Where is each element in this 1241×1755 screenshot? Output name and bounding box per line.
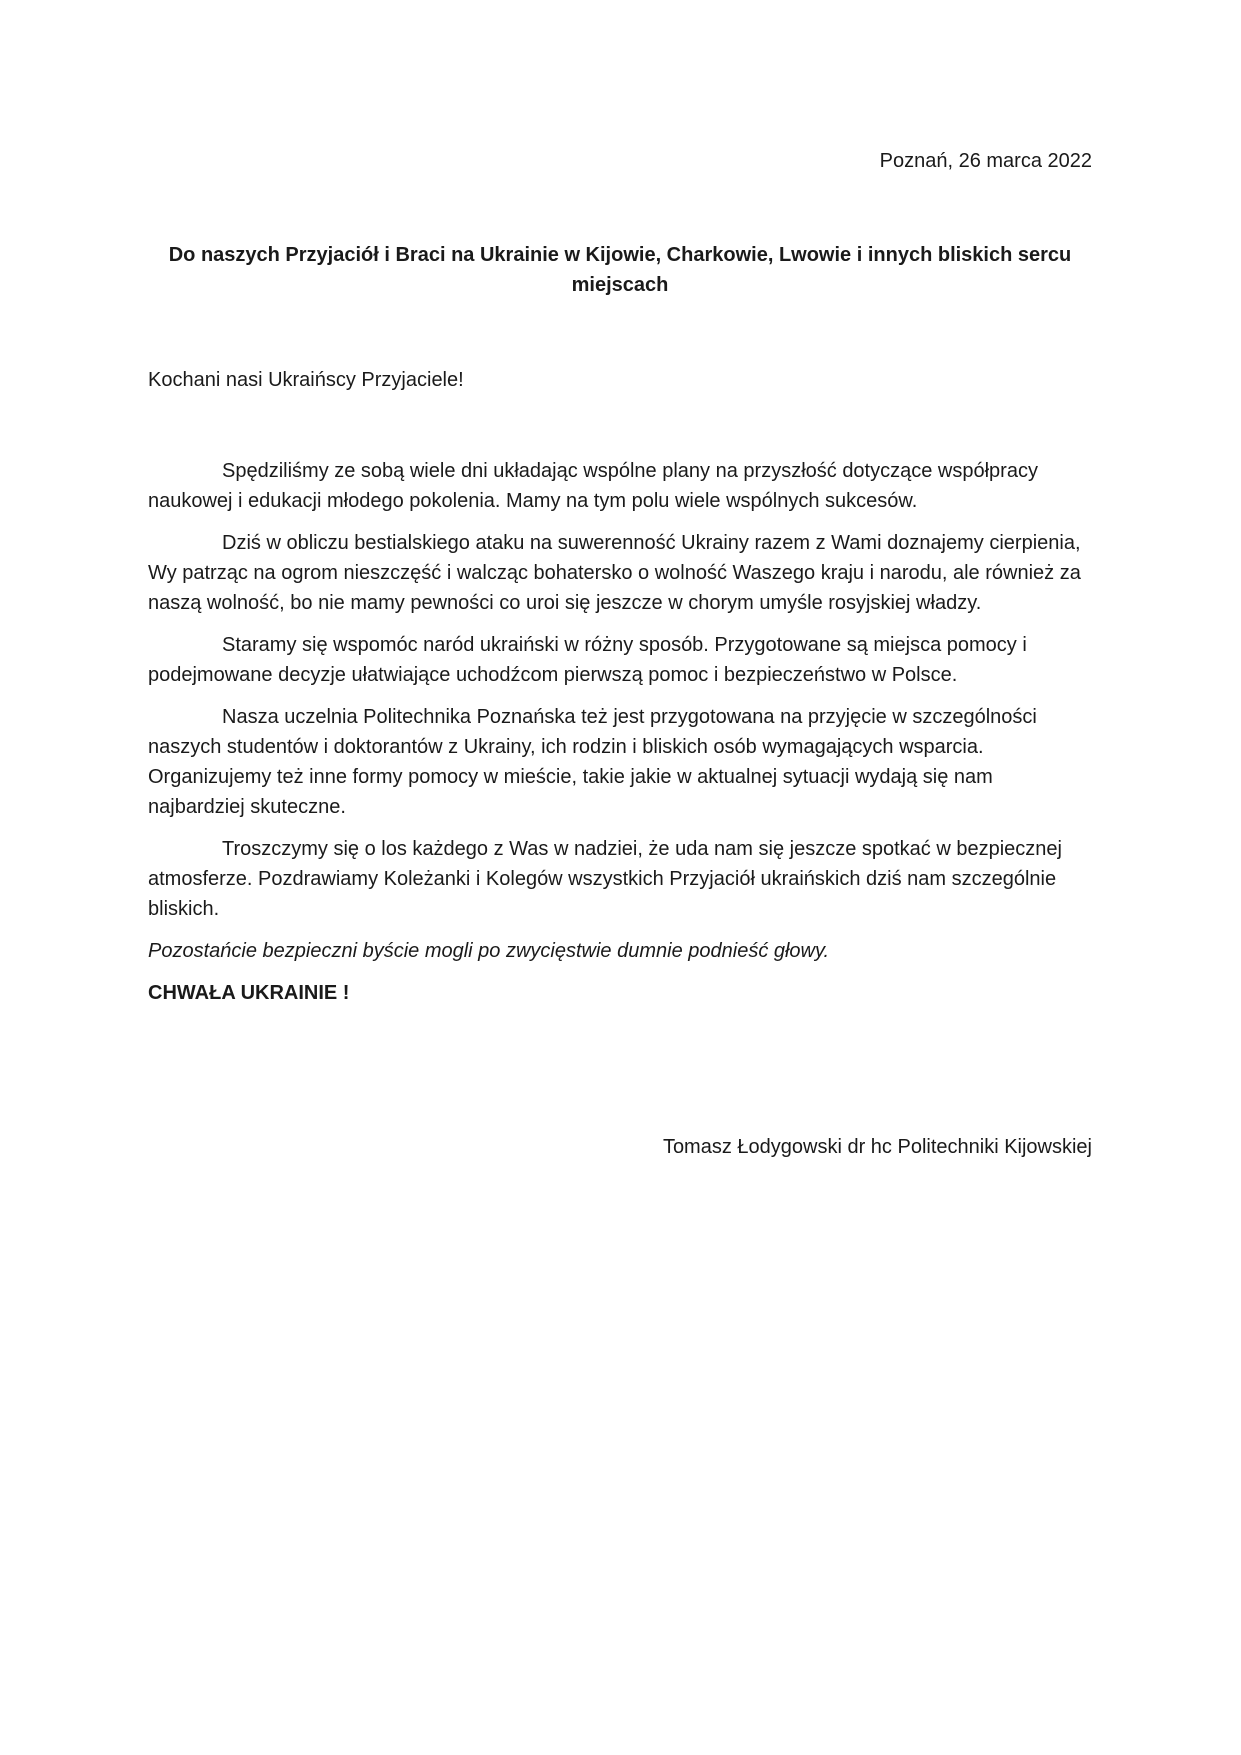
paragraph-3: Staramy się wspomóc naród ukraiński w różny sposób. Przygotowane są miejsca pomocy i podejmowane decyzje ułatwiające uchodźcom pierwszą pomoc i bezpieczeństwo w Polsce.	[148, 634, 1027, 686]
exclamation: CHWAŁA UKRAINIE !	[148, 982, 350, 1004]
paragraph-4: Nasza uczelnia Politechnika Poznańska też jest przygotowana na przyjęcie w szczególności naszych studentów i doktorantów z Ukrainy, ich rodzin i bliskich osób wymagających wsparcia. Organizujemy też inne formy pomocy w mieście, takie jakie w aktualnej sytuacji wydają się nam najbardziej skuteczne.	[148, 706, 1037, 818]
letter-body	[148, 456, 1092, 1008]
letter-title: Do naszych Przyjaciół i Braci na Ukrainie w Kijowie, Charkowie, Lwowie i innych bliskich sercu miejscach	[168, 244, 1072, 296]
salutation: Kochani nasi Ukraińscy Przyjaciele!	[148, 369, 464, 391]
signature: Tomasz Łodygowski dr hc Politechniki Kijowskiej	[662, 1136, 1092, 1158]
paragraph-5: Troszczymy się o los każdego z Was w nadziei, że uda nam się jeszcze spotkać w bezpiecznej atmosferze. Pozdrawiamy Koleżanki i Kolegów wszystkich Przyjaciół ukraińskich dziś nam szczególnie bliskich.	[148, 838, 1062, 920]
closing-line: Pozostańcie bezpieczni byście mogli po zwycięstwie dumnie podnieść głowy.	[148, 940, 830, 962]
date-line: Poznań, 26 marca 2022	[879, 150, 1092, 172]
paragraph-1: Spędziliśmy ze sobą wiele dni układając wspólne plany na przyszłość dotyczące współpracy naukowej i edukacji młodego pokolenia. Mamy na tym polu wiele wspólnych sukcesów.	[148, 460, 1038, 512]
paragraph-2: Dziś w obliczu bestialskiego ataku na suwerenność Ukrainy razem z Wami doznajemy cierpienia, Wy patrząc na ogrom nieszczęść i walcząc bohatersko o wolność Waszego kraju i narodu, ale również za naszą wolność, bo nie mamy pewności co uroi się jeszcze w chorym umyśle rosyjskiej władzy.	[148, 532, 1081, 614]
